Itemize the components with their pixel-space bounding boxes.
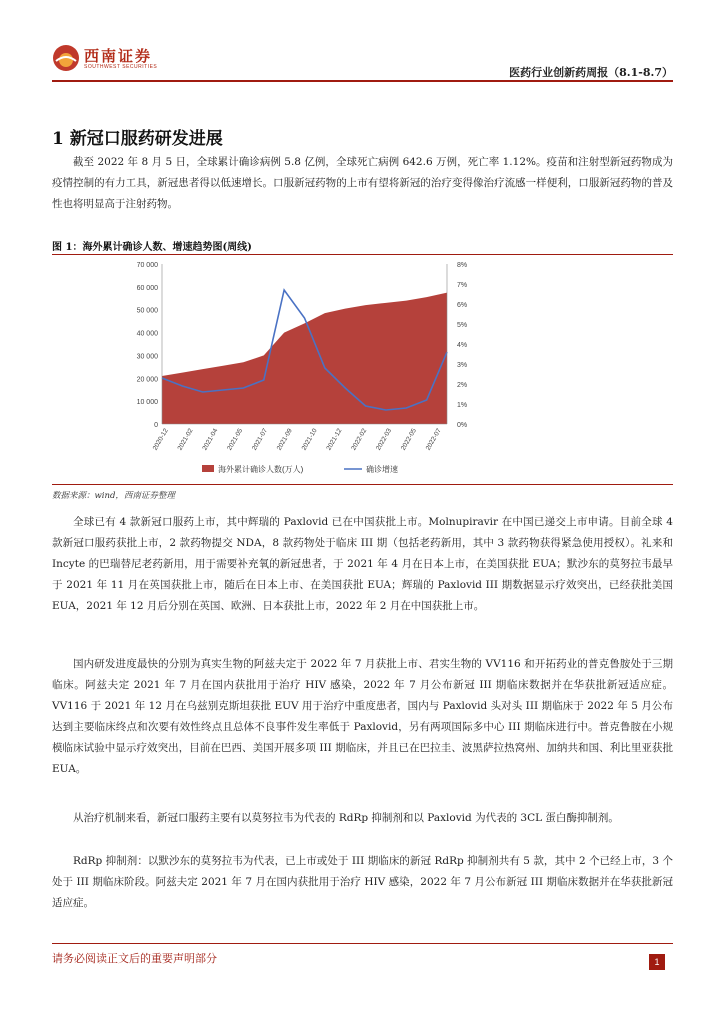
y-right-tick-label: 6% (457, 302, 468, 309)
y-right-tick-label: 2% (457, 382, 468, 389)
figure-divider-bottom (52, 484, 673, 485)
x-tick-label: 2021-02 (176, 427, 195, 452)
x-tick-label: 2021-04 (201, 427, 220, 452)
figure-divider-top (52, 254, 673, 255)
logo-mark-icon (52, 44, 80, 72)
figure-source: 数据来源：wind，西南证券整理 (52, 491, 175, 501)
y-right-tick-label: 1% (457, 402, 468, 409)
x-tick-label: 2020-12 (151, 427, 170, 452)
y-right-tick-label: 4% (457, 342, 468, 349)
y-left-tick-label: 50 000 (136, 307, 158, 315)
cumulative-cases-area (162, 293, 447, 424)
x-tick-label: 2021-07 (251, 427, 270, 452)
page-number: 1 (649, 954, 665, 970)
y-left-tick-label: 0 (154, 422, 158, 429)
x-tick-label: 2022-03 (375, 427, 394, 452)
legend-swatch-cases (202, 465, 214, 472)
legend-label-cases: 海外累计确诊人数(万人) (218, 465, 304, 474)
x-tick-label: 2022-02 (350, 427, 369, 452)
y-right-tick-label: 5% (457, 322, 468, 329)
cases-trend-chart (52, 258, 673, 482)
figure-title: 图 1：海外累计确诊人数、增速趋势图(周线) (52, 242, 252, 253)
company-logo (52, 44, 202, 74)
x-tick-label: 2021-09 (275, 427, 294, 452)
y-left-tick-label: 70 000 (136, 262, 158, 269)
y-right-tick-label: 7% (457, 282, 468, 289)
section-heading: 1 新冠口服药研发进展 (52, 129, 223, 149)
header-divider (52, 80, 673, 82)
y-right-tick-label: 0% (457, 422, 468, 429)
paragraph-global-drugs: 全球已有 4 款新冠口服药上市，其中辉瑞的 Paxlovid 已在中国获批上市。Molnupiravir 在中国已递交上市申请。目前全球 4 款新冠口服药获批上市，2 款药物提交 NDA，8 款药物处于临床 III 期（包括老药新用，其中 3 款药物获得紧急使用授权）。礼来和 Incyte 的巴瑞替尼老药新用，用于需要补充氧的新冠患者，于 2021 年 4 月在日本上市，在美国获批 EUA；默沙东的莫努拉韦最早于 2021 年 11 月在英国获批上市，随后在日本上市、在美国获批 EUA；辉瑞的 Paxlovid III 期数据显示疗效突出，已经获批美国 EUA，2021 年 12 月后分别在英国、欧洲、日本获批上市，2022 年 2 月在中国获批上市。 (52, 516, 673, 612)
x-tick-label: 2022-07 (424, 427, 443, 452)
paragraph-intro: 截至 2022 年 8 月 5 日，全球累计确诊病例 5.8 亿例，全球死亡病例 642.6 万例，死亡率 1.12%。疫苗和注射型新冠药物成为疫情控制的有力工具，新冠患者得以低速增长。口服新冠药物的上市有望将新冠的治疗变得像治疗流感一样便利，口服新冠药物的普及性也将明显高于注射药物。 (52, 156, 673, 210)
y-right-tick-label: 8% (457, 262, 468, 269)
footer-disclaimer: 请务必阅读正文后的重要声明部分 (52, 952, 217, 965)
x-tick-label: 2021-05 (226, 427, 245, 452)
legend-label-growth: 确诊增速 (366, 465, 398, 474)
x-tick-label: 2021-12 (325, 427, 344, 452)
paragraph-domestic-drugs: 国内研发进度最快的分别为真实生物的阿兹夫定于 2022 年 7 月获批上市、君实生物的 VV116 和开拓药业的普克鲁胺处于三期临床。阿兹夫定 2021 年 7 月在国内获批用于治疗 HIV 感染，2022 年 7 月公布新冠 III 期临床数据并在华获批新冠适应症。VV116 于 2021 年 12 月在乌兹别克斯坦获批 EUV 用于治疗中重度患者，国内与 Paxlovid 头对头 III 期临床于 2022 年 5 月公布达到主要临床终点和次要有效性终点且总体不良事件发生率低于 Paxlovid，另有两项国际多中心 III 期临床进行中。普克鲁胺在小规模临床试验中显示疗效突出，目前在巴西、美国开展多项 III 期临床，并且已在巴拉圭、波黑萨拉热窝州、加纳共和国、利比里亚获批 EUA。 (52, 658, 673, 775)
paragraph-mechanism: 从治疗机制来看，新冠口服药主要有以莫努拉韦为代表的 RdRp 抑制剂和以 Paxlovid 为代表的 3CL 蛋白酶抑制剂。 (73, 812, 619, 824)
x-tick-label: 2022-05 (399, 427, 418, 452)
y-right-tick-label: 3% (457, 362, 468, 369)
paragraph-rdrp: RdRp 抑制剂：以默沙东的莫努拉韦为代表，已上市或处于 III 期临床的新冠 RdRp 抑制剂共有 5 款，其中 2 个已经上市，3 个处于 III 期临床阶段。阿兹夫定 2021 年 7 月在国内获批用于治疗 HIV 感染，2022 年 7 月公布新冠 III 期临床数据并在华获批新冠适应症。 (52, 855, 673, 909)
y-left-tick-label: 40 000 (136, 330, 158, 338)
report-title: 医药行业创新药周报（8.1-8.7） (509, 66, 673, 79)
y-left-tick-label: 60 000 (136, 284, 158, 292)
logo-text-cn: 西南证券 (84, 47, 153, 65)
x-tick-label: 2021-10 (300, 427, 319, 452)
y-left-tick-label: 10 000 (136, 399, 158, 407)
logo-text-en: SOUTHWEST SECURITIES (84, 64, 158, 70)
y-left-tick-label: 30 000 (136, 353, 158, 361)
y-left-tick-label: 20 000 (136, 376, 158, 384)
footer-divider (52, 943, 673, 944)
